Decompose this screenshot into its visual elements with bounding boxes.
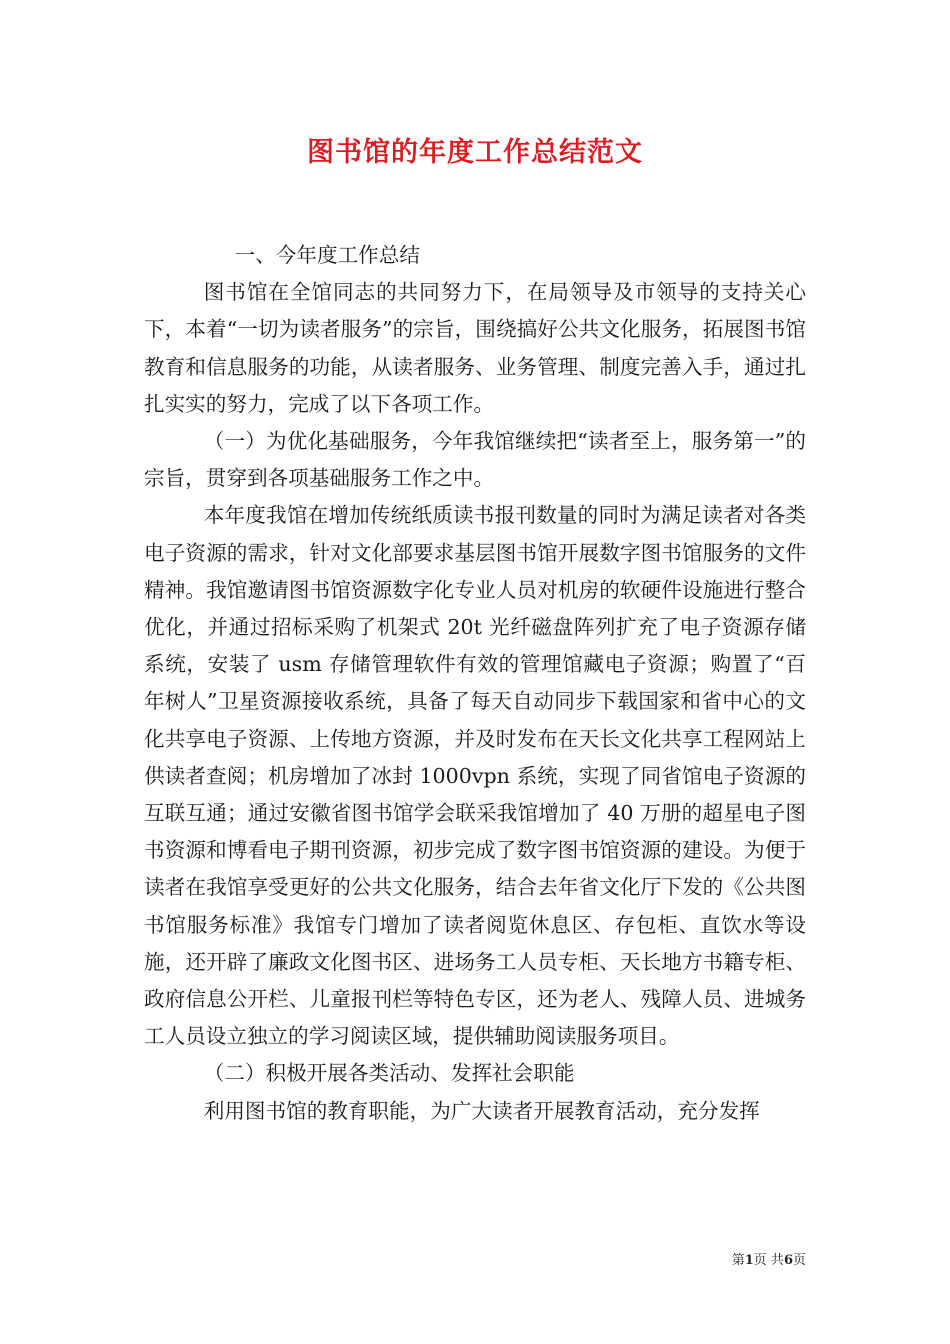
page-number-suffix: 页 <box>792 1253 806 1268</box>
page-number-prefix: 第 <box>731 1253 745 1268</box>
subsection-heading-1: （一）为优化基础服务，今年我馆继续把“读者至上，服务第一”的宗旨，贯穿到各项基础服务工作之中。 <box>144 429 806 491</box>
page-number <box>732 1249 806 1268</box>
paragraph-intro: 图书馆在全馆同志的共同努力下，在局领导及市领导的支持关心下，本着“一切为读者服务”的宗旨，围绕搞好公共文化服务，拓展图书馆教育和信息服务的功能，从读者服务、业务管理、制度完善入手，通过扎扎实实的努力，完成了以下各项工作。 <box>144 280 806 416</box>
page-number-middle: 页 共 <box>753 1253 784 1268</box>
section-heading-1: 一、今年度工作总结 <box>234 243 420 267</box>
total-pages: 6 <box>783 1253 793 1268</box>
document-title: 图书馆的年度工作总结范文 <box>307 137 643 168</box>
paragraph-digital-resources: 本年度我馆在增加传统纸质读书报刊数量的同时为满足读者对各类电子资源的需求，针对文化部要求基层图书馆开展数字图书馆服务的文件精神。我馆邀请图书馆资源数字化专业人员对机房的软硬件设施进行整合优化，并通过招标采购了机架式 20t 光纤磁盘阵列扩充了电子资源存储系统，安装了 usm 存储管理软件有效的管理馆藏电子资源；购置了“百年树人”卫星资源接收系统，具备了每天自动同步下载国家和省中心的文化共享电子资源、上传地方资源，并及时发布在天长文化共享工程网站上供读者查阅；机房增加了冰封 1000vpn 系统，实现了同省馆电子资源的互联互通；通过安徽省图书馆学会联采我馆增加了 40 万册的超星电子图书资源和博看电子期刊资源，初步完成了数字图书馆资源的建设。为便于读者在我馆享受更好的公共文化服务，结合去年省文化厅下发的《公共图书馆服务标准》我馆专门增加了读者阅览休息区、存包柜、直饮水等设施，还开辟了廉政文化图书区、进场务工人员专柜、天长地方书籍专柜、政府信息公开栏、儿童报刊栏等特色专区，还为老人、残障人员、进城务工人员设立独立的学习阅读区域，提供辅助阅读服务项目。 <box>144 503 806 1049</box>
document-body <box>144 237 806 1130</box>
current-page: 1 <box>744 1253 754 1268</box>
subsection-heading-2: （二）积极开展各类活动、发挥社会职能 <box>203 1061 575 1086</box>
paragraph-activities: 利用图书馆的教育职能，为广大读者开展教育活动，充分发挥 <box>203 1098 760 1123</box>
